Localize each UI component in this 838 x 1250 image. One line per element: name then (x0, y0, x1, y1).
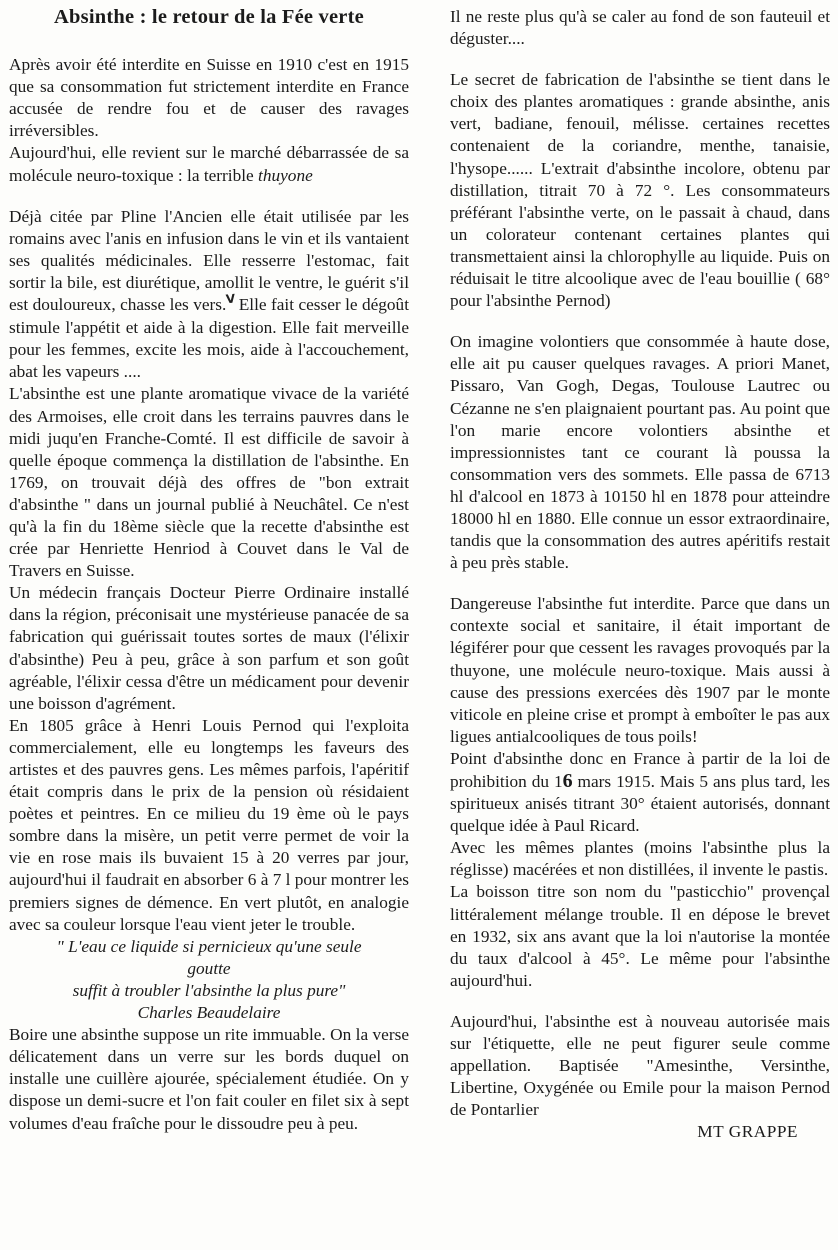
handwritten-caret-mark: V (225, 291, 237, 307)
quote-line: suffit à troubler l'absinthe la plus pure" (72, 980, 346, 1000)
paragraph: En 1805 grâce à Henri Louis Pernod qui l'exploita commercialement, elle eu longtemps les faveurs des artistes et des pauvres gens. Les mêmes parfois, l'apéritif était compris dans le prix de la pension où résidaient poètes et peintres. En ce milieu du 19 ème où le pays sombre dans la misère, un petit verre permet de voir la vie en rose mais ils buvaient 15 à 20 verres par jour, aujourd'hui il faudrait en absorber 6 à 7 l pour montrer les premiers signes de démence. En vert plutôt, en analogie avec sa couleur lorsque l'eau vient jeter le trouble. (9, 715, 409, 934)
paragraph: La boisson titre son nom du "pasticchio" provençal littéralement mélange trouble. Il en dépose le brevet en 1932, six ans avant que la loi n'autorise la montée du taux d'alcool à 45°. Le même pour l'absinthe aujourd'hui. (450, 882, 830, 990)
text-run: Aujourd'hui, elle revient sur le marché débarrassée de sa molécule neuro-toxique : la terrible (9, 143, 409, 185)
text-run: Déjà citée par Pline l'Ancien elle était utilisée par les romains avec l'anis en infusion dans le vin et ils vantaient ses qualités médicinales. Elle resserre l'estomac, fait sortir la bile, est diurétique, amollit le ventre, le guérit s'il est douloureux, chasse les vers. (9, 206, 409, 315)
paragraph: Aujourd'hui, l'absinthe est à nouveau autorisée mais sur l'étiquette, elle ne peut figurer seule comme appellation. Baptisée "Amesinthe, Versinthe, Libertine, Oxygénée ou Emile pour la maison Pernod de Pontarlier (450, 1011, 830, 1120)
paragraph: Il ne reste plus qu'à se caler au fond de son fauteuil et déguster.... (450, 7, 830, 49)
quote-line: goutte (187, 958, 231, 978)
paragraph (9, 206, 409, 384)
quote-line: " L'eau ce liquide si pernicieux qu'une seule (56, 936, 362, 956)
quote-block (9, 936, 409, 1024)
signature: MT GRAPPE (697, 1122, 798, 1142)
paragraph: On imagine volontiers que consommée à haute dose, elle ait pu causer quelques ravages. A priori Manet, Pissaro, Van Gogh, Degas, Toulouse Lautrec ou Cézanne ne s'en plaignaient pourtant pas. Au point que l'on marie encore volontiers absinthe et impressionnistes tant ce courant là poussa la consommation vers des sommets. Elle passa de 6713 hl d'alcool en 1873 à 10150 hl en 1878 pour atteindre 18000 hl en 1880. Elle connue un essor extraordinaire, tandis que la consommation des autres apéritifs restait à peu près stable. (450, 332, 830, 573)
text-run: thuyone (258, 165, 313, 185)
paragraph: L'absinthe est une plante aromatique vivace de la variété des Armoises, elle croit dans les terrains pauvres dans le midi juqu'en Franche-Comté. Il est difficile de savoir à quelle époque commença la distillation de l'absinthe. En 1769, on trouvait déjà des offres de "bon extrait d'absinthe " dans un journal publié à Neuchâtel. Ce n'est qu'à la fin du 18ème siècle que la recette d'absinthe est crée par Henriette Henriod à Couvet dans le Val de Travers en Suisse. (9, 384, 409, 581)
paragraph: Un médecin français Docteur Pierre Ordinaire installé dans la région, préconisait une mystérieuse panacée de sa fabrication qui guérissait toutes sortes de maux (l'élixir d'absinthe) Peu à peu, grâce à son parfum et son goût agréable, l'élixir cessa d'être un médicament pour devenir une boisson d'agrément. (9, 583, 409, 713)
article-left-column (9, 6, 409, 1135)
article-title: Absinthe : le retour de la Fée verte (54, 6, 364, 28)
paragraph: Après avoir été interdite en Suisse en 1910 c'est en 1915 que sa consommation fut strictement interdite en France accusée de rendre fou et de causer des ravages irréversibles. (9, 55, 409, 141)
paragraph (450, 748, 830, 837)
text-run: Point d'absinthe donc en France à partir de la loi de prohibition du 1 (450, 748, 830, 791)
paragraph: Le secret de fabrication de l'absinthe se tient dans le choix des plantes aromatiques : grande absinthe, anis vert, badiane, fenouil, mélisse. certaines recettes contenaient de la coriandre, menthe, tanaisie, l'hysope...... L'extrait d'absinthe incolore, obtenu par distillation, titrait 70 à 72 °. Les consommateurs préférant l'absinthe verte, on le passait à chaud, dans un colorateur contenant certaines plantes qui transmettaient ainsi la chlorophylle au liquide. Puis on réduisait le titre alcoolique avec de l'eau bouillie ( 68° pour l'absinthe Pernod) (450, 70, 830, 311)
text-run: mars 1915. Mais 5 ans plus tard, les spiritueux anisés titrant 30° étaient autorisés, donnant quelque idée à Paul Ricard. (450, 772, 831, 836)
paragraph (9, 142, 409, 186)
text-run: Elle fait cesser le dégoût stimule l'appétit et aide à la digestion. Elle fait merveille pour les femmes, excite les mois, aide à l'accouchement, abat les vapeurs .... (9, 295, 410, 382)
paragraph: Dangereuse l'absinthe fut interdite. Parce que dans un contexte social et sanitaire, il était important de légiférer pour que cessent les ravages provoqués par la thuyone, une molécule neuro-toxique. Mais aussi à cause des pressions exercées dès 1907 par le monte viticole en pleine crise et prompt à emboîter le pas aux ligues antialcooliques de tous poils! (450, 594, 830, 746)
article-right-column (450, 6, 830, 1144)
paragraph: Avec les mêmes plantes (moins l'absinthe plus la réglisse) macérées et non distillées, il invente le pastis. (450, 838, 830, 880)
corrected-digit: 6 (562, 770, 573, 792)
quote-line: Charles Beaudelaire (137, 1003, 281, 1023)
paragraph: Boire une absinthe suppose un rite immuable. On la verse délicatement dans un verre sur les bords duquel on installe une cuillère ajourée, spécialement étudiée. On y dispose un demi-sucre et l'on fait couler en filet six à sept volumes d'eau fraîche pour le dissoudre peu à peu. (9, 1025, 409, 1133)
